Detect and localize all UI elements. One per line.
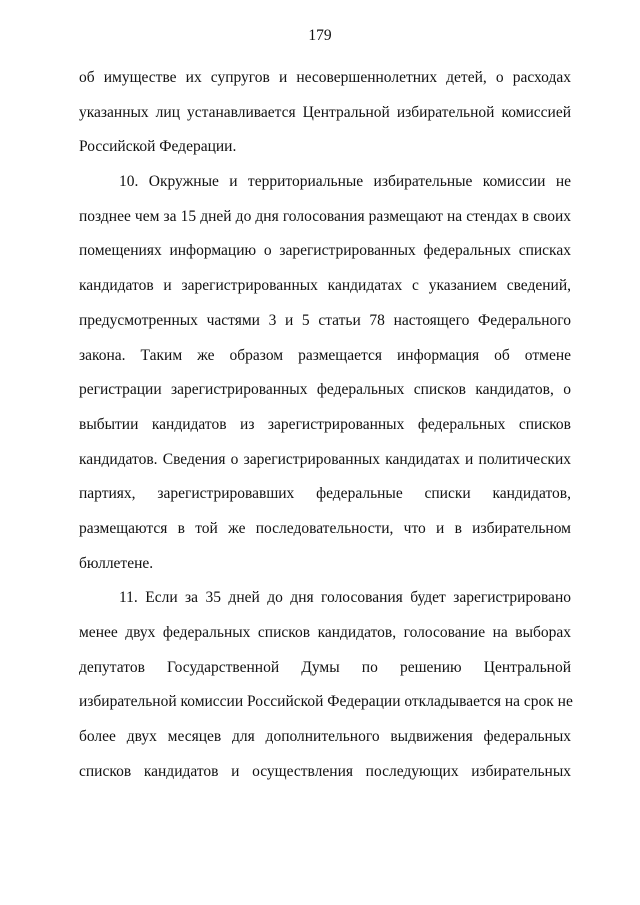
text-line: кандидатов. Сведения о зарегистрированных кандидатах и политических <box>79 450 571 468</box>
text-line: кандидатов и зарегистрированных кандидатах с указанием сведений, <box>79 277 571 295</box>
page-number: 179 <box>308 27 332 44</box>
text-line: закона. Таким же образом размещается информация об отмене <box>79 346 571 364</box>
text-line: выбытии кандидатов из зарегистрированных федеральных списков <box>79 415 571 433</box>
text-line: 10. Окружные и территориальные избирательные комиссии не <box>119 173 571 191</box>
text-line: более двух месяцев для дополнительного выдвижения федеральных <box>79 728 571 746</box>
text-line: бюллетене. <box>79 554 154 572</box>
text-line: указанных лиц устанавливается Центральной избирательной комиссией <box>79 103 571 121</box>
text-line: 11. Если за 35 дней до дня голосования будет зарегистрировано <box>119 589 571 607</box>
text-line: помещениях информацию о зарегистрированных федеральных списках <box>79 242 571 260</box>
body-text <box>79 61 571 789</box>
text-line: предусмотренных частями 3 и 5 статьи 78 настоящего Федерального <box>79 311 571 329</box>
text-line: позднее чем за 15 дней до дня голосования размещают на стендах в своих <box>79 207 571 225</box>
text-line: партиях, зарегистрировавших федеральные списки кандидатов, <box>79 485 571 503</box>
text-line: регистрации зарегистрированных федеральных списков кандидатов, о <box>79 381 571 399</box>
text-line: об имуществе их супругов и несовершеннолетних детей, о расходах <box>79 69 571 86</box>
text-line: избирательной комиссии Российской Федерации откладывается на срок не <box>79 693 573 711</box>
text-line: менее двух федеральных списков кандидатов, голосование на выборах <box>79 624 571 641</box>
text-line: списков кандидатов и осуществления последующих избирательных <box>79 762 571 780</box>
text-line: депутатов Государственной Думы по решению Центральной <box>79 658 571 676</box>
text-line: Российской Федерации. <box>79 138 237 156</box>
text-line: размещаются в той же последовательности, что и в избирательном <box>79 519 571 537</box>
